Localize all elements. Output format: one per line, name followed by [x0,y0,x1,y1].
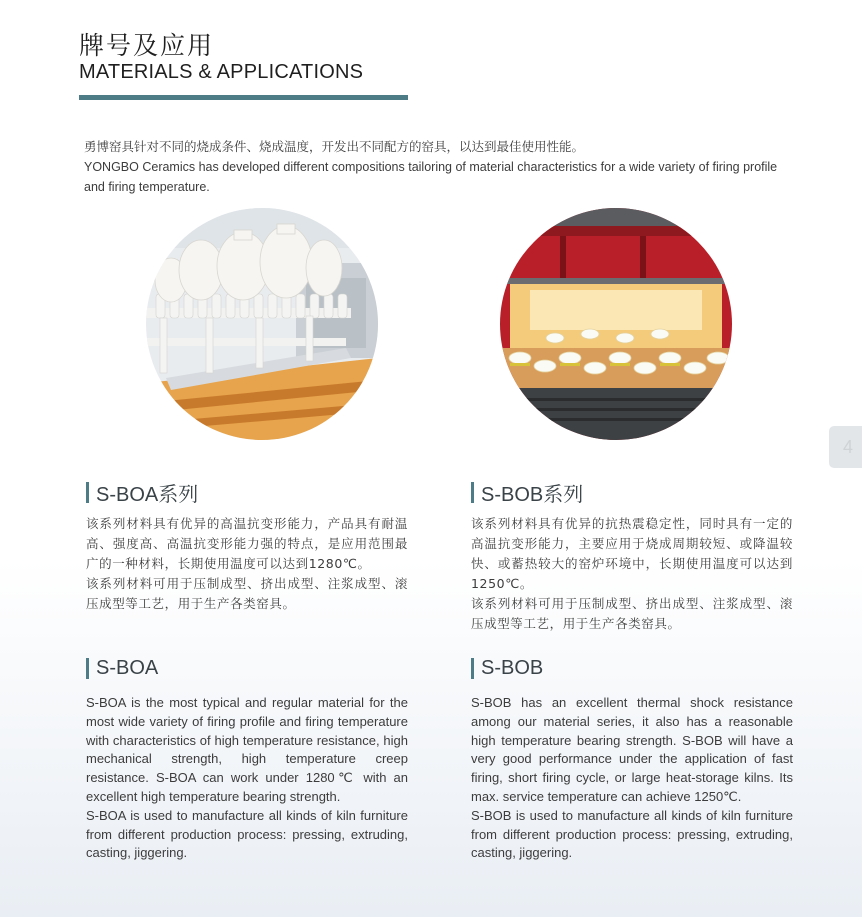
sbob-english-paragraph-1: S-BOB has an excellent thermal shock resistance among our material series, it also has a reasonable high temperature bearing strength. S-BOB will have a very good performance under the application of fast firing, short firing cycle, or large heat-storage kilns. Its max. service temperature can achieve 1250℃. [471,695,793,804]
kiln-bowls-firing-photo [500,208,732,440]
sboa-chinese-paragraph-1: 该系列材料具有优异的高温抗变形能力，产品具有耐温高、强度高、高温抗变形能力强的特点，是应用范围最广的一种材料，长期使用温度可以达到1280℃。 [86,516,408,571]
page-title-chinese: 牌号及应用 [79,31,215,60]
heading-accent-bar [86,482,89,503]
sbob-heading-text: S-BOB [481,657,544,679]
page-number-tab: 4 [829,426,862,468]
sboa-series-heading [86,478,198,507]
sbob-series-heading [471,478,583,507]
heading-accent-bar [86,658,89,679]
sbob-heading [471,657,543,680]
sboa-english-paragraph-1: S-BOA is the most typical and regular material for the most wide variety of firing profile and firing temperature with characteristics of high temperature resistance, high mechanical strength, high temperature creep resistance. S-BOA can work under 1280℃ with an excellent high temperature bearing strength. [86,695,408,804]
sboa-series-heading-text: S-BOA系列 [96,484,199,506]
sboa-chinese-description [86,514,408,614]
sboa-chinese-paragraph-2: 该系列材料可用于压制成型、挤出成型、注浆成型、滚压成型等工艺，用于生产各类窑具。 [86,576,408,611]
sboa-heading-text: S-BOA [96,657,159,679]
kiln-furniture-vases-photo [146,208,378,440]
sbob-chinese-paragraph-2: 该系列材料可用于压制成型、挤出成型、注浆成型、滚压成型等工艺，用于生产各类窑具。 [471,596,793,631]
sboa-english-description [86,694,408,863]
sbob-chinese-paragraph-1: 该系列材料具有优异的抗热震稳定性，同时具有一定的高温抗变形能力，主要应用于烧成周期较短、或降温较快、或蓄热较大的窑炉环境中，长期使用温度可以达到1250℃。 [471,516,793,591]
title-underline [79,95,408,100]
heading-accent-bar [471,482,474,503]
sbob-series-heading-text: S-BOB系列 [481,484,584,506]
intro-text [84,137,784,197]
sbob-chinese-description [471,514,793,634]
heading-accent-bar [471,658,474,679]
intro-english: YONGBO Ceramics has developed different compositions tailoring of material characteristics for a wide variety of firing profile and firing temperature. [84,160,778,194]
sboa-english-paragraph-2: S-BOA is used to manufacture all kinds of kiln furniture from different production process: pressing, extruding, casting, jiggering. [86,807,408,861]
sbob-english-paragraph-2: S-BOB is used to manufacture all kinds of kiln furniture from different production process: pressing, extruding, casting, jiggering. [471,807,793,861]
sboa-heading [86,657,158,680]
intro-chinese: 勇博窑具针对不同的烧成条件、烧成温度，开发出不同配方的窑具，以达到最佳使用性能。 [84,140,585,154]
sbob-english-description [471,694,793,863]
page-title-english: MATERIALS & APPLICATIONS [79,61,364,83]
